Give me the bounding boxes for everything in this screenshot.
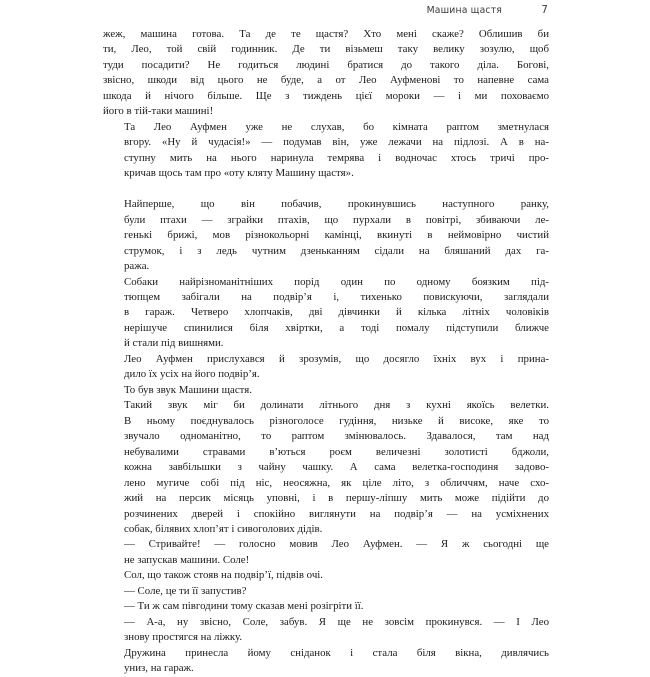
text-line: Такий звук міг би долинати літнього дня з кухні якоїсь велетки. <box>124 399 549 412</box>
text-line: вгору. «Ну й чудасія!» — подумав він, уже лежачи на підлозі. А в на- <box>124 136 549 149</box>
text-line: Сол, що також стояв на подвір’ї, підвів очі. <box>124 569 323 582</box>
text-line: лено мугиче собі під ніс, неосяжна, як ціле літо, з обличчям, наче схо- <box>124 476 549 489</box>
text-line: кожна завбільшки з чайну чашку. А сама велетка-господиня задово- <box>124 461 549 474</box>
text-line: — Ти ж сам півгодини тому сказав мені розігріти її. <box>124 600 364 613</box>
text-line: Та Лео Ауфмен уже не слухав, бо кімната раптом зметнулася <box>124 120 549 133</box>
paragraph <box>103 352 549 383</box>
dialogue-paragraph <box>103 537 549 568</box>
text-line: дило їх усіх на його подвір’я. <box>124 368 260 381</box>
text-line: нерішуче спинилися біля хвіртки, а тоді помалу підступили ближче <box>124 321 549 334</box>
text-line: були птахи — зграйки птахів, що пурхали в повітрі, збиваючи ле- <box>124 213 549 226</box>
text-line: В ньому поєднувалось різноголосе гудіння, низьке й високе, яке то <box>124 414 549 427</box>
paragraph <box>103 398 549 537</box>
text-line: струмок, і з ледь чутним дзеньканням сідали на бляшаний дах га- <box>124 244 549 257</box>
text-line: шкода й нічого більше. Ще з тиждень цієї мороки — і ми поховаємо <box>103 89 549 102</box>
text-line: туди посадити? Не годиться людині братися до такого діла. Богові, <box>103 58 549 71</box>
text-line: ти, Лео, той свій годинник. Де ти візьмеш таку велику зозулю, щоб <box>103 43 549 56</box>
paragraph <box>103 27 549 120</box>
text-line: ступну мить на нього наринула темрява і водночас хтось тричі про- <box>124 151 549 164</box>
text-line: — Соле, це ти її запустив? <box>124 584 247 597</box>
text-line: собак, білявих хлоп’ят і сивоголових дідів. <box>124 523 323 535</box>
running-head-title: Машина щастя <box>426 5 502 16</box>
page-number: 7 <box>541 5 548 16</box>
section-break <box>103 182 549 197</box>
text-line: жеж, машина готова. Та де те щастя? Хто мені скаже? Облишив би <box>103 28 549 40</box>
text-line: жий на персик місяць уповні, і в першу-ліпшу мить може підійти до <box>124 492 549 505</box>
text-line: тюпцем забігали на подвір’я і, тихенько повискуючи, заглядали <box>124 290 549 303</box>
text-line: небувалими стравами в’ються роєм величезні золотисті бджоли, <box>124 445 549 458</box>
text-line: генькі брижі, мов різнокольорні камінці, вкинуті в неймовірно чистий <box>124 229 549 242</box>
text-line: — Стривайте! — голосно мовив Лео Ауфмен. — Я ж сьогодні ще <box>124 538 549 551</box>
paragraph <box>103 197 549 274</box>
body-text <box>103 27 549 677</box>
text-line: ража. <box>124 260 150 273</box>
paragraph <box>103 383 549 398</box>
text-line: звісно, шкоди від цього не буде, а от Лео Ауфменові то напевне сама <box>103 74 549 87</box>
text-line: То був звук Машини щастя. <box>124 383 252 396</box>
paragraph <box>103 568 549 583</box>
paragraph <box>103 275 549 352</box>
text-line: Собаки найрізноманітніших порід один по одному боязким під- <box>124 275 549 288</box>
text-line: й стали під вишнями. <box>124 337 224 350</box>
dialogue-paragraph <box>103 584 549 599</box>
text-line: Найперше, що він побачив, прокинувшись наступного ранку, <box>124 198 549 211</box>
text-line: розчинених дверей і спокійно виглянути на подвір’я — на усміхнених <box>124 507 549 520</box>
text-line: Дружина принесла йому сніданок і стала біля вікна, дивлячись <box>124 646 549 659</box>
text-line: звучало одноманітно, то раптом змінювалось. Здавалося, там над <box>124 430 549 443</box>
text-line: знову простягся на ліжку. <box>124 631 243 644</box>
text-line: його в тій-таки машині! <box>103 105 214 118</box>
text-line: униз, на гараж. <box>124 662 194 675</box>
paragraph <box>103 646 549 677</box>
paragraph <box>103 120 549 182</box>
dialogue-paragraph <box>103 599 549 614</box>
text-line: в гараж. Четверо хлопчаків, дві дівчинки й кілька літніх чоловіків <box>124 306 549 319</box>
dialogue-paragraph <box>103 615 549 646</box>
text-line: не запускав машини. Соле! <box>124 553 250 566</box>
text-line: Лео Ауфмен прислухався й зрозумів, що досягло їхніх вух і прина- <box>124 352 549 365</box>
text-line: кричав щось там про «оту кляту Машину щастя». <box>124 167 354 180</box>
running-head <box>103 3 548 18</box>
text-line: — А-а, ну звісно, Соле, забув. Я ще не зовсім прокинувся. — І Лео <box>124 615 549 628</box>
